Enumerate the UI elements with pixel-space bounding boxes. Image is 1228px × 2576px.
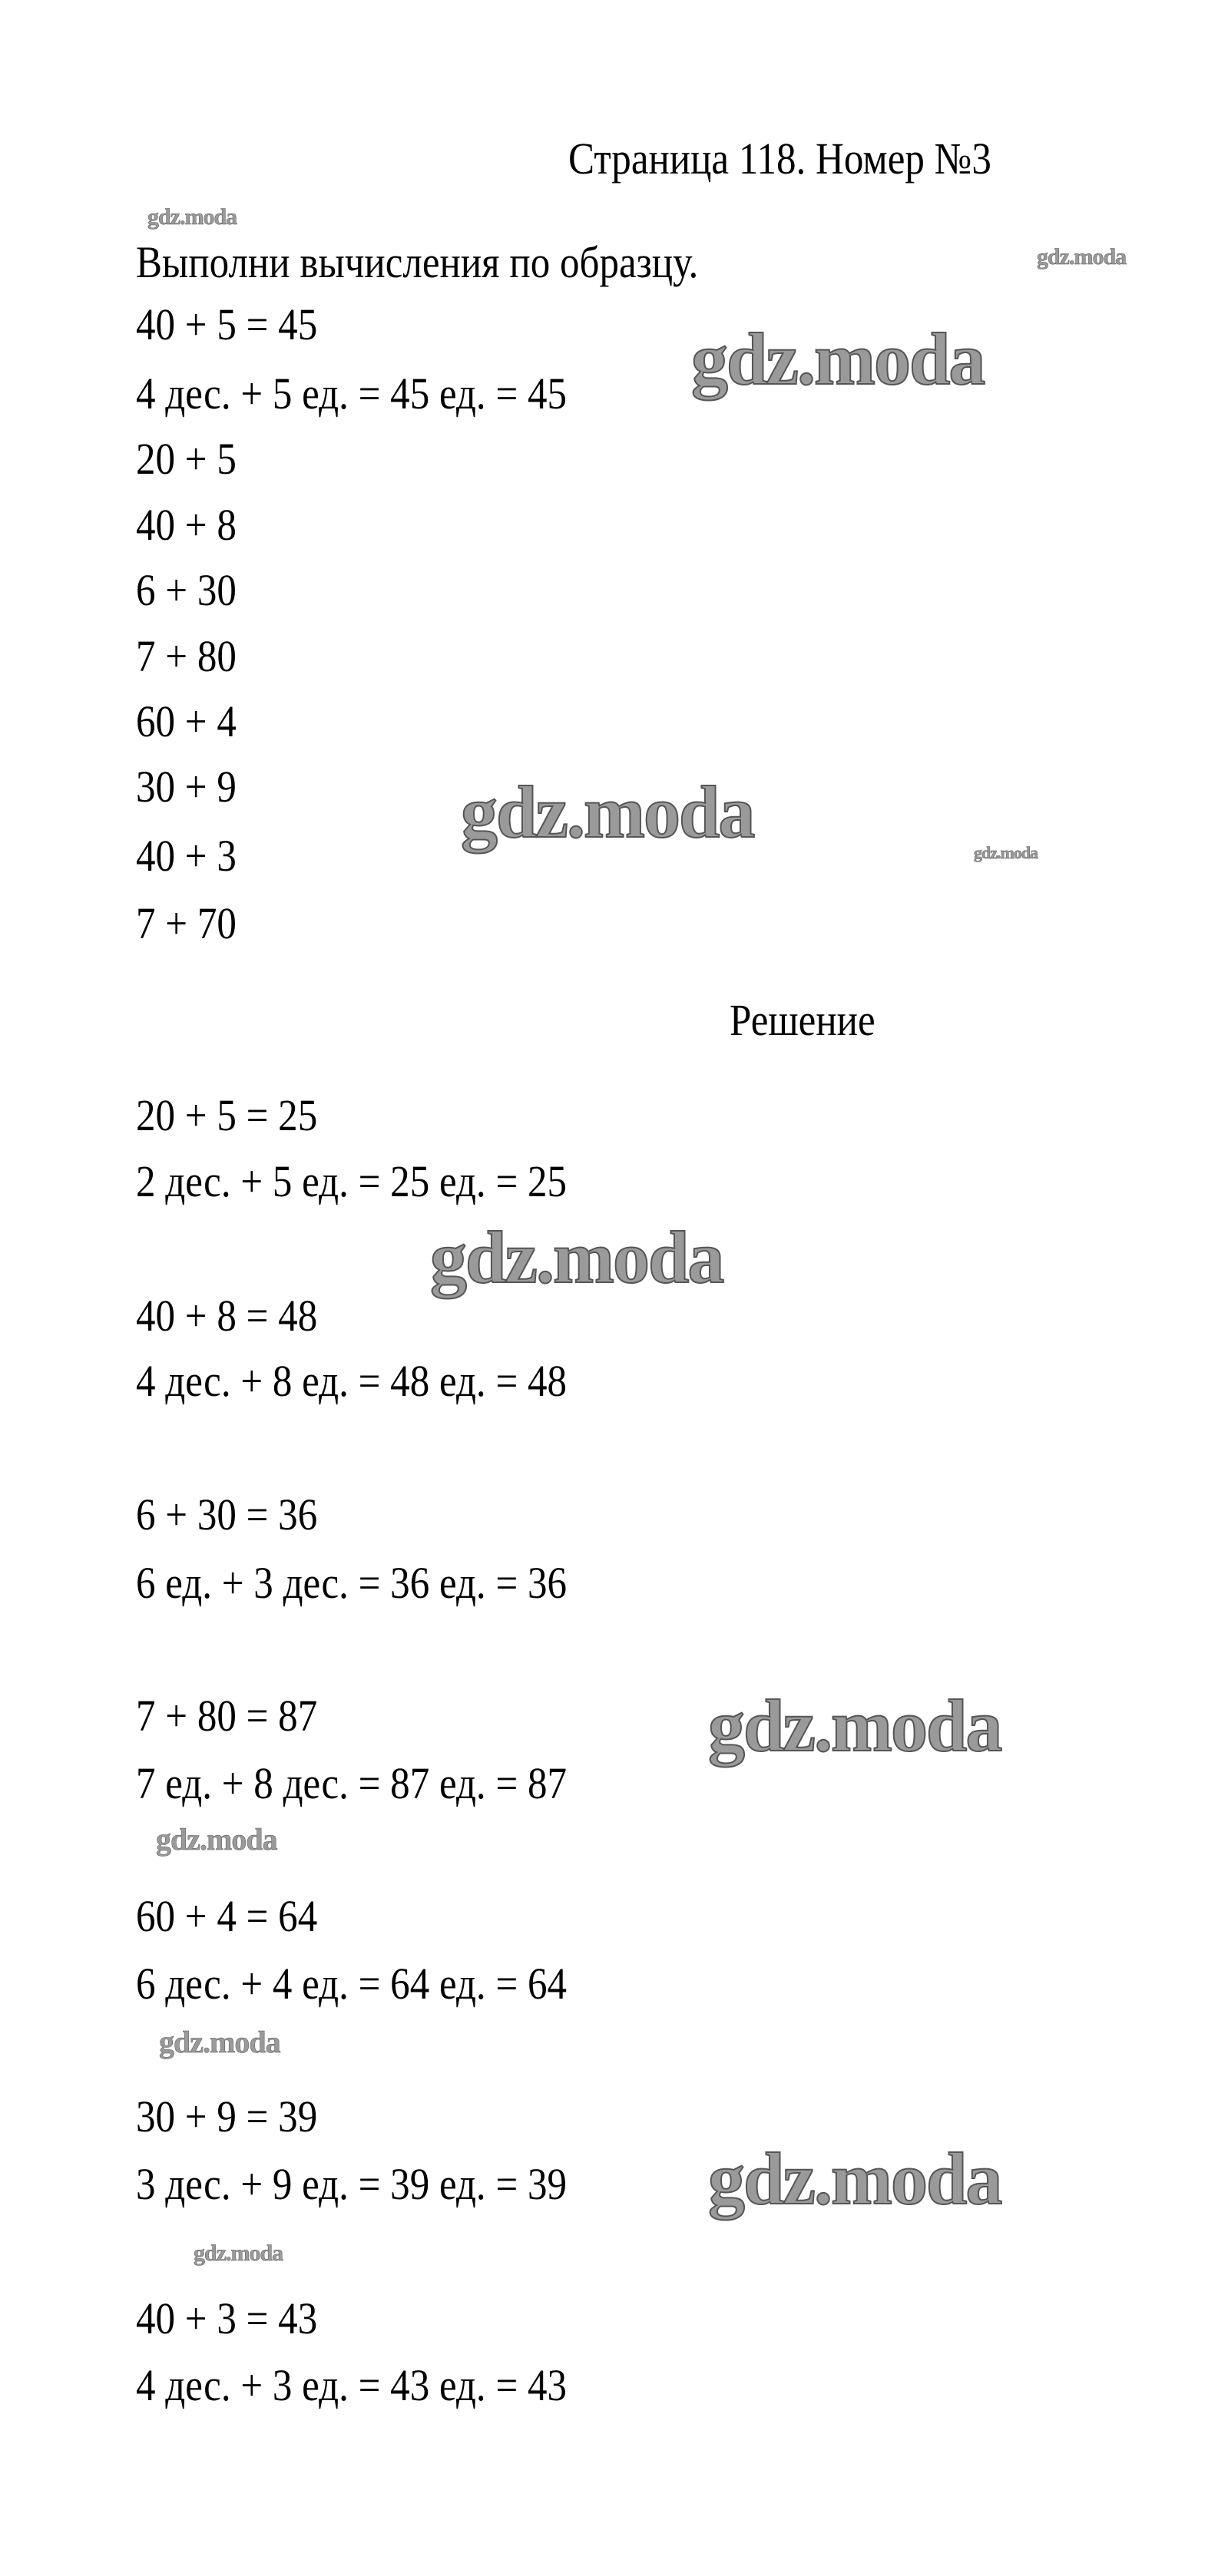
- exercise-item: 60 + 4: [136, 696, 237, 746]
- exercise-item: 40 + 3: [136, 831, 237, 881]
- watermark-logo: gdz.moda: [461, 771, 754, 853]
- solution-line: 40 + 3 = 43: [136, 2293, 318, 2343]
- exercise-item: 7 + 80: [136, 631, 237, 681]
- exercise-item: 40 + 8: [136, 500, 237, 550]
- example-line: 4 дес. + 5 ед. = 45 ед. = 45: [136, 369, 568, 418]
- solution-heading: Решение: [730, 995, 875, 1045]
- task-instruction: Выполни вычисления по образцу.: [136, 237, 699, 287]
- solution-line: 7 ед. + 8 дес. = 87 ед. = 87: [136, 1758, 568, 1808]
- solution-line: 3 дес. + 9 ед. = 39 ед. = 39: [136, 2159, 568, 2209]
- solution-line: 7 + 80 = 87: [136, 1691, 318, 1741]
- watermark-logo: gdz.moda: [156, 1822, 277, 1857]
- solution-line: 4 дес. + 3 ед. = 43 ед. = 43: [136, 2360, 568, 2410]
- exercise-item: 6 + 30: [136, 565, 237, 615]
- solution-line: 6 ед. + 3 дес. = 36 ед. = 36: [136, 1558, 568, 1608]
- watermark-logo: gdz.moda: [194, 2240, 283, 2266]
- watermark-logo: gdz.moda: [974, 843, 1038, 862]
- watermark-logo: gdz.moda: [147, 204, 237, 230]
- solution-line: 40 + 8 = 48: [136, 1291, 318, 1341]
- solution-line: 2 дес. + 5 ед. = 25 ед. = 25: [136, 1156, 568, 1206]
- watermark-logo: gdz.moda: [430, 1216, 723, 1298]
- watermark-logo: gdz.moda: [708, 1685, 1001, 1767]
- example-line: 40 + 5 = 45: [136, 299, 318, 349]
- solution-line: 20 + 5 = 25: [136, 1090, 318, 1140]
- watermark-logo: gdz.moda: [691, 318, 985, 400]
- page-title: Страница 118. Номер №3: [568, 134, 991, 184]
- exercise-item: 30 + 9: [136, 762, 237, 812]
- watermark-logo: gdz.moda: [1037, 244, 1127, 270]
- solution-line: 30 + 9 = 39: [136, 2092, 318, 2141]
- solution-line: 6 дес. + 4 ед. = 64 ед. = 64: [136, 1959, 568, 2009]
- exercise-item: 20 + 5: [136, 434, 237, 484]
- exercise-item: 7 + 70: [136, 898, 237, 948]
- solution-line: 6 + 30 = 36: [136, 1490, 318, 1539]
- solution-line: 4 дес. + 8 ед. = 48 ед. = 48: [136, 1356, 568, 1406]
- solution-line: 60 + 4 = 64: [136, 1891, 318, 1941]
- watermark-logo: gdz.moda: [159, 2025, 280, 2059]
- watermark-logo: gdz.moda: [708, 2138, 1001, 2220]
